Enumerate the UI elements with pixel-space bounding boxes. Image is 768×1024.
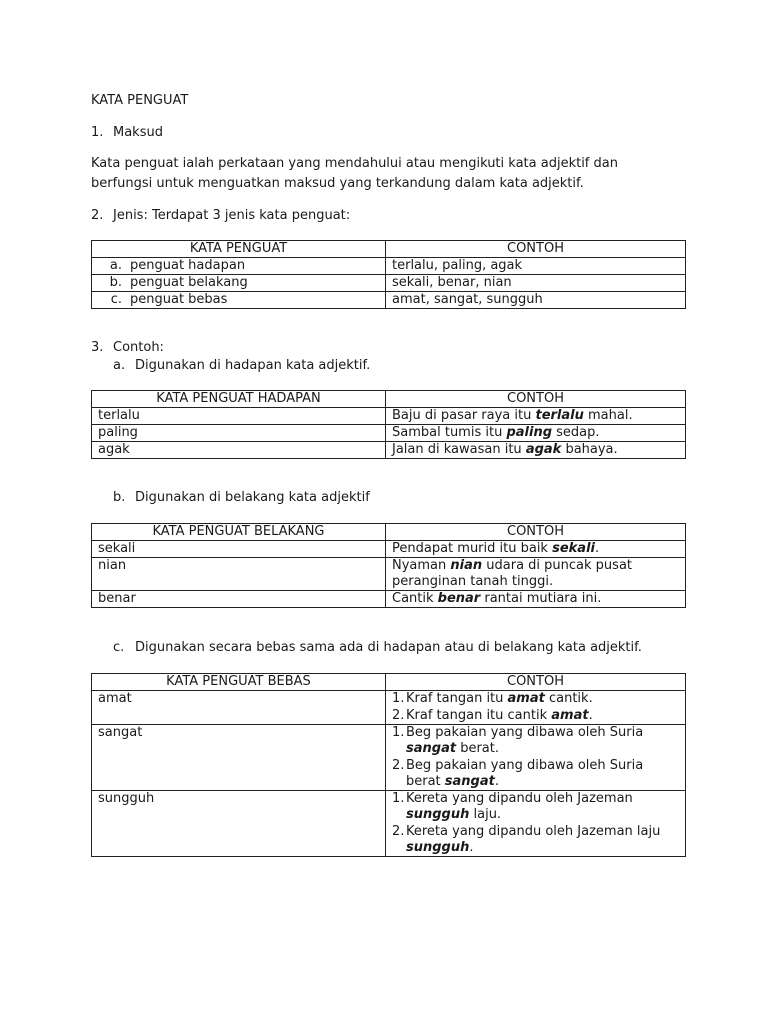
section-title: Jenis: Terdapat 3 jenis kata penguat: [113, 208, 351, 223]
list-item: 2. Beg pakaian yang dibawa oleh Suria berat sangat. [392, 758, 644, 789]
word-cell: sekali [92, 541, 386, 558]
example-cell: Pendapat murid itu baik sekali. [386, 541, 686, 558]
hadapan-table [91, 390, 686, 459]
type-cell: b. penguat belakang [92, 275, 386, 292]
table-row [92, 791, 686, 857]
paragraph-line: Kata penguat ialah perkataan yang mendahului atau mengikuti kata adjektif dan [91, 156, 618, 171]
section-number: 2. [91, 208, 104, 223]
word-cell: sungguh [92, 791, 386, 857]
list-item: 2. Kraf tangan itu cantik amat. [392, 708, 593, 723]
paragraph-line: berfungsi untuk menguatkan maksud yang terkandung dalam kata adjektif. [91, 176, 584, 191]
example-cell: Jalan di kawasan itu agak bahaya. [386, 442, 686, 459]
section-number: 3. [91, 340, 104, 355]
example-cell: amat, sangat, sungguh [386, 292, 686, 309]
example-cell [386, 791, 686, 857]
column-header: KATA PENGUAT [92, 241, 386, 258]
table-row [92, 691, 686, 725]
word-cell: sangat [92, 725, 386, 791]
example-cell [386, 725, 686, 791]
example-cell: sekali, benar, nian [386, 275, 686, 292]
types-table [91, 240, 686, 309]
subsection-c-heading: c. Digunakan secara bebas sama ada di hadapan atau di belakang kata adjektif. [113, 640, 642, 655]
type-cell: c. penguat bebas [92, 292, 386, 309]
table-row [92, 591, 686, 608]
table-row [92, 408, 686, 425]
example-cell: Nyaman nian udara di puncak pusat peranginan tanah tinggi. [386, 558, 686, 591]
column-header: KATA PENGUAT HADAPAN [92, 391, 386, 408]
bebas-table [91, 673, 686, 857]
definition-paragraph [91, 154, 686, 194]
list-item: 2. Kereta yang dipandu oleh Jazeman laju sungguh. [392, 824, 661, 855]
word-cell: agak [92, 442, 386, 459]
page-title: KATA PENGUAT [91, 93, 189, 108]
word-cell: nian [92, 558, 386, 591]
column-header: CONTOH [386, 524, 686, 541]
column-header: KATA PENGUAT BEBAS [92, 674, 386, 691]
example-cell [386, 691, 686, 725]
section-1-heading [91, 125, 163, 140]
example-cell: terlalu, paling, agak [386, 258, 686, 275]
section-number: 1. [91, 125, 104, 140]
section-3-heading [91, 340, 164, 355]
section-title: Maksud [113, 125, 163, 140]
table-row [92, 258, 686, 275]
table-row [92, 558, 686, 591]
list-item: 1. Kraf tangan itu amat cantik. [392, 691, 593, 706]
section-2-heading [91, 208, 350, 223]
table-header-row [92, 674, 686, 691]
list-item: 1. Kereta yang dipandu oleh Jazeman sungguh laju. [392, 791, 633, 822]
table-row [92, 442, 686, 459]
word-cell: terlalu [92, 408, 386, 425]
example-cell: Baju di pasar raya itu terlalu mahal. [386, 408, 686, 425]
example-cell: Cantik benar rantai mutiara ini. [386, 591, 686, 608]
word-cell: benar [92, 591, 386, 608]
type-cell: a. penguat hadapan [92, 258, 386, 275]
column-header: CONTOH [386, 391, 686, 408]
table-row [92, 275, 686, 292]
table-header-row [92, 391, 686, 408]
belakang-table [91, 523, 686, 608]
section-title: Contoh: [113, 340, 164, 355]
table-row [92, 425, 686, 442]
table-row [92, 292, 686, 309]
table-row [92, 541, 686, 558]
table-header-row [92, 241, 686, 258]
subsection-a-heading: a. Digunakan di hadapan kata adjektif. [113, 358, 371, 373]
column-header: CONTOH [386, 241, 686, 258]
table-header-row [92, 524, 686, 541]
subsection-b-heading: b. Digunakan di belakang kata adjektif [113, 490, 370, 505]
example-cell: Sambal tumis itu paling sedap. [386, 425, 686, 442]
column-header: KATA PENGUAT BELAKANG [92, 524, 386, 541]
table-row [92, 725, 686, 791]
column-header: CONTOH [386, 674, 686, 691]
word-cell: paling [92, 425, 386, 442]
list-item: 1. Beg pakaian yang dibawa oleh Suria sangat berat. [392, 725, 644, 756]
word-cell: amat [92, 691, 386, 725]
